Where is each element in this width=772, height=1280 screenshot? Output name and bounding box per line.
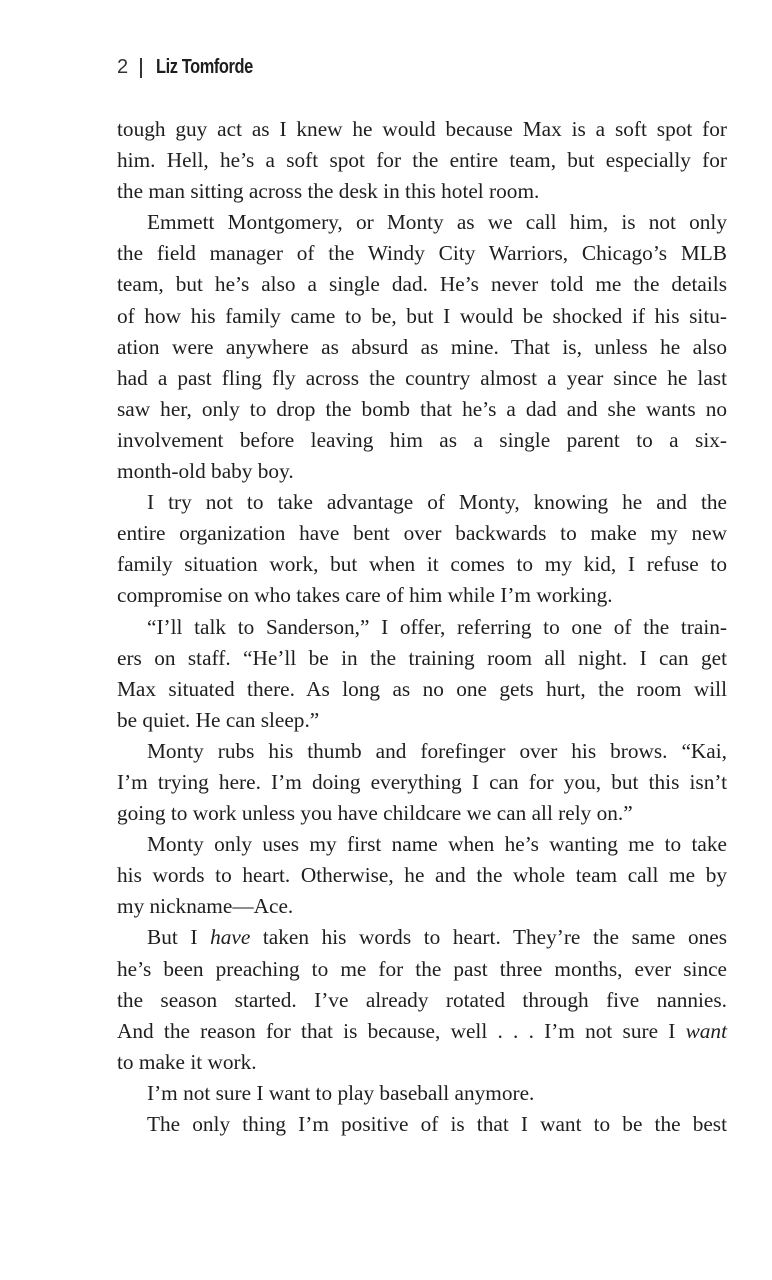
text-segment: his words to heart. Otherwise, he and the whole team call me by <box>117 863 727 888</box>
italic-text: want <box>685 1018 727 1043</box>
text-segment: family situation work, but when it comes to my kid, I refuse to <box>117 552 727 577</box>
text-segment: I’m not sure I want to play baseball anymore. <box>147 1080 535 1105</box>
text-line <box>117 705 727 736</box>
text-segment: month-old baby boy. <box>117 459 294 484</box>
text-segment: ation were anywhere as absurd as mine. That is, unless he also <box>117 334 727 359</box>
text-line <box>117 891 727 922</box>
text-line <box>117 269 727 300</box>
text-line <box>117 829 727 860</box>
header-divider <box>140 58 142 78</box>
text-segment: taken his words to heart. They’re the same ones <box>250 925 727 950</box>
text-segment: Monty only uses my first name when he’s wanting me to take <box>147 832 727 857</box>
text-line <box>117 425 727 456</box>
text-line <box>117 1047 727 1078</box>
text-line <box>117 1109 727 1140</box>
text-segment: ers on staff. “He’ll be in the training room all night. I can get <box>117 645 727 670</box>
text-line <box>117 176 727 207</box>
text-segment: tough guy act as I knew he would because Max is a soft spot for <box>117 117 727 141</box>
text-segment: him. Hell, he’s a soft spot for the entire team, but especially for <box>117 148 727 173</box>
text-line <box>117 1016 727 1047</box>
text-segment: had a past fling fly across the country almost a year since he last <box>117 365 727 390</box>
text-segment: to make it work. <box>117 1049 257 1074</box>
text-segment: going to work unless you have childcare we can all rely on.” <box>117 801 633 826</box>
page-number: 2 <box>117 56 129 78</box>
text-line <box>117 207 727 238</box>
text-line <box>117 332 727 363</box>
text-segment: of how his family came to be, but I would be shocked if his situ- <box>117 303 727 328</box>
text-segment: saw her, only to drop the bomb that he’s a dad and she wants no <box>117 396 727 421</box>
text-line <box>117 860 727 891</box>
text-line <box>117 798 727 829</box>
author-name: Liz Tomforde <box>156 56 253 78</box>
text-line <box>117 954 727 985</box>
text-line <box>117 674 727 705</box>
text-line <box>117 145 727 176</box>
text-segment: my nickname—Ace. <box>117 894 294 919</box>
text-line <box>117 518 727 549</box>
text-segment: be quiet. He can sleep.” <box>117 707 320 732</box>
text-segment: I try not to take advantage of Monty, knowing he and the <box>147 490 727 515</box>
text-segment: I’m trying here. I’m doing everything I can for you, but this isn’t <box>117 769 727 794</box>
text-line <box>117 736 727 767</box>
text-line <box>117 985 727 1016</box>
text-segment: Emmett Montgomery, or Monty as we call him, is not only <box>147 210 727 235</box>
text-line <box>117 487 727 518</box>
text-segment: he’s been preaching to me for the past three months, ever since <box>117 956 727 981</box>
text-line <box>117 549 727 580</box>
text-line <box>117 301 727 332</box>
page-body-text <box>117 114 727 1140</box>
text-line <box>117 238 727 269</box>
text-line <box>117 456 727 487</box>
text-segment: “I’ll talk to Sanderson,” I offer, referring to one of the train- <box>147 614 727 639</box>
text-segment: Max situated there. As long as no one gets hurt, the room will <box>117 676 727 701</box>
italic-text: have <box>210 925 251 950</box>
text-segment: entire organization have bent over backwards to make my new <box>117 521 727 546</box>
text-line <box>117 1078 727 1109</box>
text-segment: the season started. I’ve already rotated through five nannies. <box>117 987 727 1012</box>
text-segment: And the reason for that is because, well . . . I’m not sure I <box>117 1018 686 1043</box>
text-segment: the field manager of the Windy City Warriors, Chicago’s MLB <box>117 241 727 266</box>
text-line <box>117 580 727 611</box>
text-segment: But I <box>147 925 211 950</box>
text-line <box>117 612 727 643</box>
text-segment: involvement before leaving him as a single parent to a six- <box>117 427 727 452</box>
text-segment: the man sitting across the desk in this hotel room. <box>117 179 540 204</box>
text-line <box>117 114 727 145</box>
text-segment: team, but he’s also a single dad. He’s never told me the details <box>117 272 727 297</box>
text-line <box>117 767 727 798</box>
text-line <box>117 922 727 953</box>
text-line <box>117 394 727 425</box>
text-segment: Monty rubs his thumb and forefinger over his brows. “Kai, <box>147 738 727 763</box>
running-header <box>117 56 274 79</box>
text-line <box>117 643 727 674</box>
text-segment: The only thing I’m positive of is that I want to be the best <box>147 1112 727 1136</box>
text-segment: compromise on who takes care of him while I’m working. <box>117 583 613 608</box>
text-line <box>117 363 727 394</box>
